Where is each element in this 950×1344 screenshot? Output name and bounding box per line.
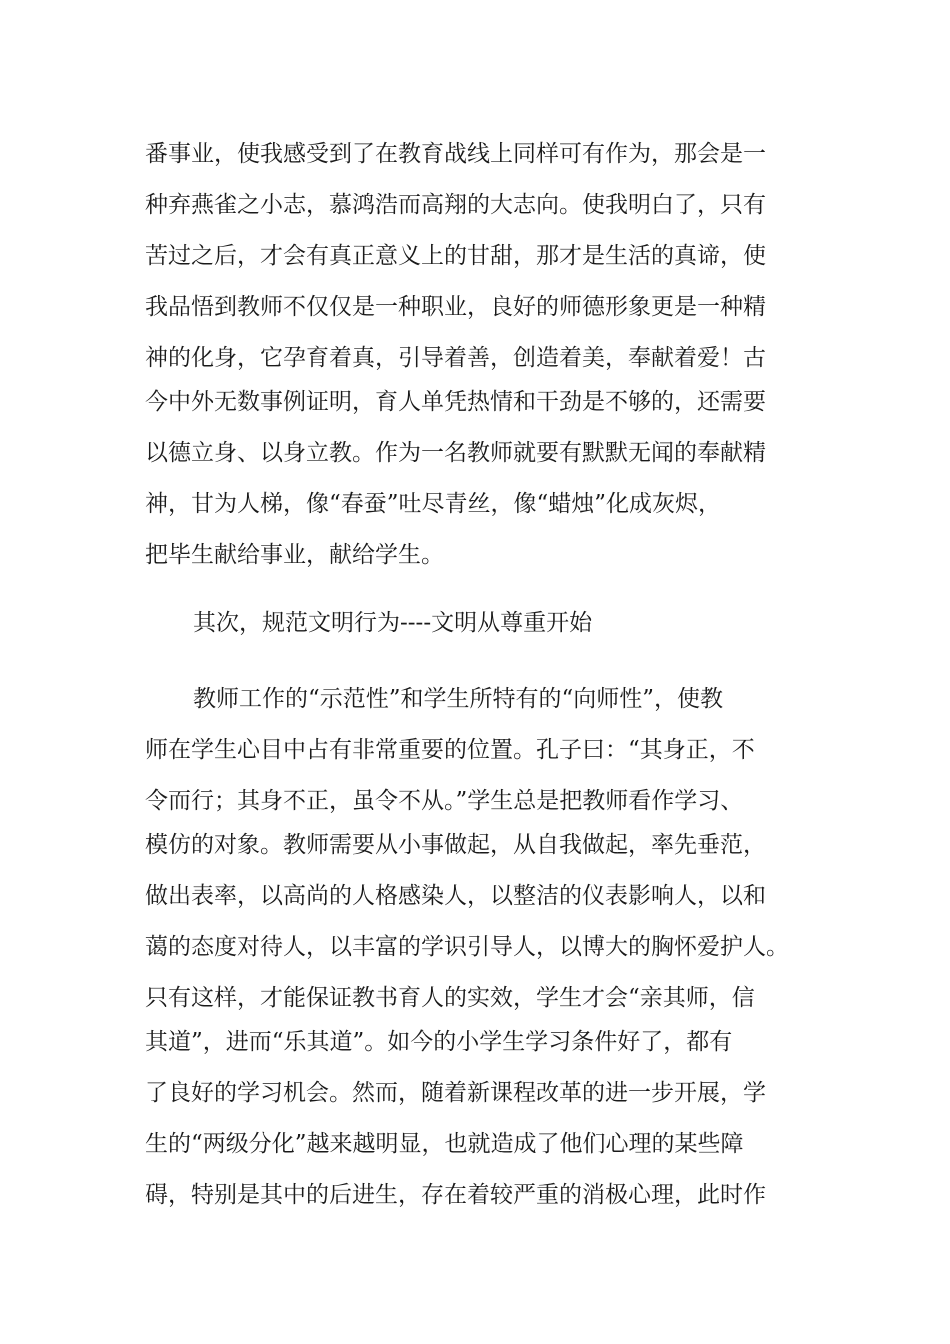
paragraph-2-line-7: 只有这样，才能保证教书育人的实效，学生才会“亲其师，信 [145,985,755,1011]
paragraph-1-line-2: 种弃燕雀之小志，慕鸿浩而高翔的大志向。使我明白了，只有 [145,192,766,218]
paragraph-2-line-8: 其道”，进而“乐其道”。如今的小学生学习条件好了，都有 [145,1029,733,1055]
paragraph-1-line-1: 番事业，使我感受到了在教育战线上同样可有作为，那会是一 [145,141,766,167]
paragraph-2-line-10: 生的“两级分化”越来越明显，也就造成了他们心理的某些障 [145,1131,744,1157]
paragraph-1-line-5: 神的化身，它孕育着真，引导着善，创造着美，奉献着爱！古 [145,345,766,371]
paragraph-2-line-6: 蔼的态度对待人，以丰富的学识引导人，以博大的胸怀爱护人。 [145,934,789,960]
paragraph-2-line-5: 做出表率，以高尚的人格感染人，以整洁的仪表影响人，以和 [145,883,766,909]
section-heading: 其次，规范文明行为----文明从尊重开始 [193,610,593,636]
paragraph-1-line-7: 以德立身、以身立教。作为一名教师就要有默默无闻的奉献精 [145,440,766,466]
paragraph-2-line-3: 令而行；其身不正，虽令不从。”学生总是把教师看作学习、 [145,788,744,814]
paragraph-2-line-2: 师在学生心目中占有非常重要的位置。孔子曰：“其身正，不 [145,737,755,763]
paragraph-2-line-9: 了良好的学习机会。然而，随着新课程改革的进一步开展，学 [145,1080,766,1106]
paragraph-1-line-3: 苦过之后，才会有真正意义上的甘甜，那才是生活的真谛，使 [145,243,766,269]
paragraph-1-line-6: 今中外无数事例证明，育人单凭热情和干劲是不够的，还需要 [145,389,766,415]
paragraph-1-line-9: 把毕生献给事业，献给学生。 [145,542,444,568]
paragraph-2-line-11: 碍，特别是其中的后进生，存在着较严重的消极心理，此时作 [145,1182,766,1208]
paragraph-2-line-4: 模仿的对象。教师需要从小事做起，从自我做起，率先垂范， [145,832,766,858]
paragraph-1-line-4: 我品悟到教师不仅仅是一种职业，良好的师德形象更是一种精 [145,294,766,320]
paragraph-1-line-8: 神，甘为人梯，像“春蚕”吐尽青丝，像“蜡烛”化成灰烬， [145,491,722,517]
paragraph-2-line-1: 教师工作的“示范性”和学生所特有的“向师性”，使教 [193,686,724,712]
